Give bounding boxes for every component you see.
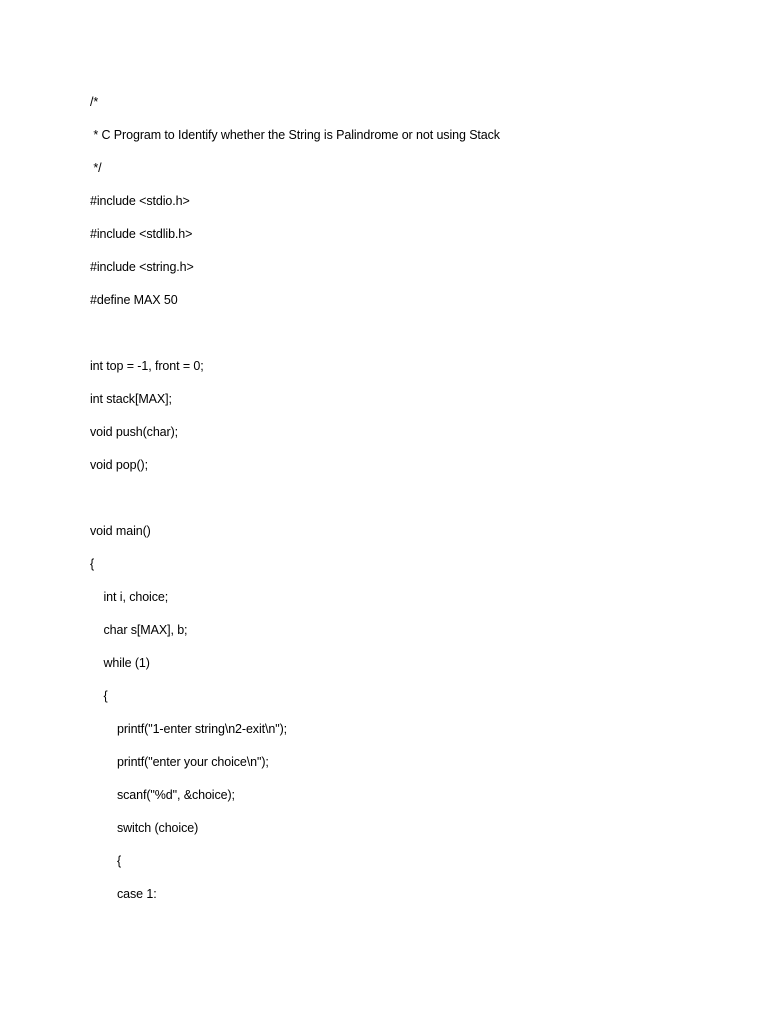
- code-line-blank: [90, 488, 730, 521]
- code-line: int top = -1, front = 0;: [90, 359, 204, 373]
- code-line: int stack[MAX];: [90, 392, 172, 406]
- code-line: char s[MAX], b;: [90, 623, 188, 637]
- code-line-blank: [90, 323, 730, 356]
- code-line: void push(char);: [90, 425, 179, 439]
- code-line: /*: [90, 95, 99, 109]
- code-line: {: [90, 854, 122, 868]
- code-line: int i, choice;: [90, 590, 169, 604]
- code-line: {: [90, 689, 108, 703]
- code-listing: [90, 92, 730, 917]
- code-line: void main(): [90, 524, 151, 538]
- code-line: #define MAX 50: [90, 293, 178, 307]
- code-line: #include <string.h>: [90, 260, 194, 274]
- code-line: #include <stdio.h>: [90, 194, 190, 208]
- code-line: #include <stdlib.h>: [90, 227, 193, 241]
- code-line: while (1): [90, 656, 150, 670]
- code-line: scanf("%d", &choice);: [90, 788, 235, 802]
- code-line: printf("enter your choice\n");: [90, 755, 269, 769]
- code-line: switch (choice): [90, 821, 199, 835]
- code-line: * C Program to Identify whether the String is Palindrome or not using Stack: [90, 128, 500, 142]
- code-line: */: [90, 161, 102, 175]
- code-line: printf("1-enter string\n2-exit\n");: [90, 722, 288, 736]
- code-line: case 1:: [90, 887, 157, 901]
- code-line: {: [90, 557, 95, 571]
- code-line: void pop();: [90, 458, 148, 472]
